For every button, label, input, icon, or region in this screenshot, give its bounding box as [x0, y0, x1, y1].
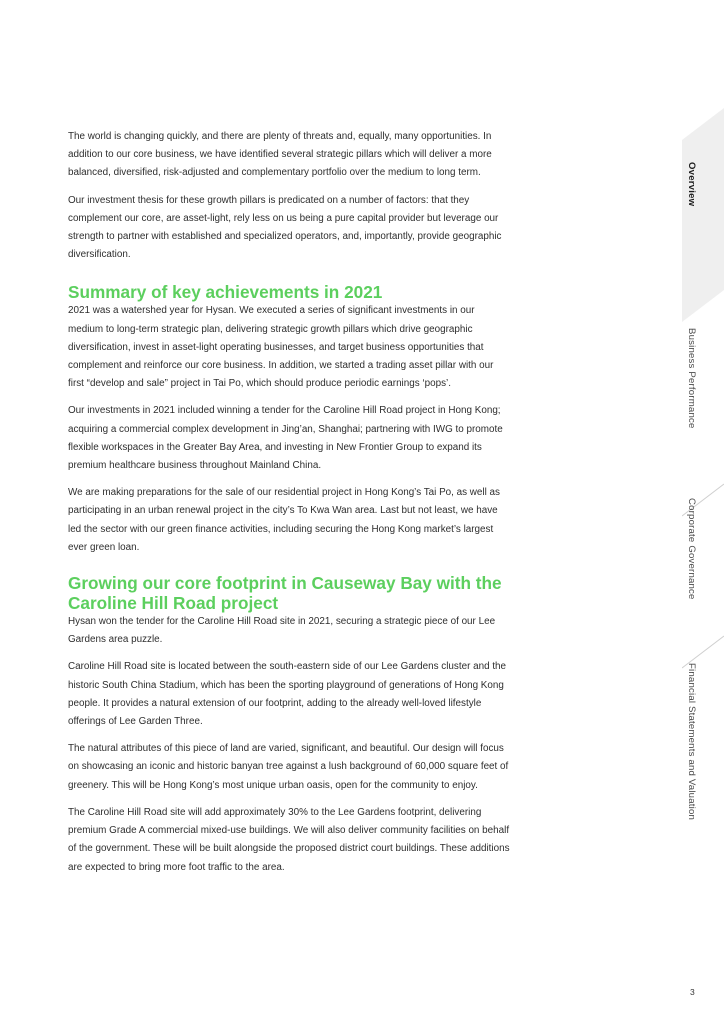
intro-paragraph-1: The world is changing quickly, and there are plenty of threats and, equally, many opportunities. In addition to our core business, we have identified several strategic pillars which will deliver a more balanced, diversified, risk-adjusted and complementary portfolio over the medium to long term.: [68, 131, 492, 179]
nav-tab-financial-statements[interactable]: Financial Statements and Valuation: [686, 663, 697, 821]
caroline-paragraph-1: Hysan won the tender for the Caroline Hill Road site in 2021, securing a strategic piece of our Lee Gardens area puzzle.: [68, 616, 496, 646]
caroline-paragraph-4: The Caroline Hill Road site will add approximately 30% to the Lee Gardens footprint, delivering premium Grade A commercial mixed-use buildings. We will also deliver community facilities on behalf of the government. These will be built alongside the proposed district court buildings. These additions are expected to bring more foot traffic to the area.: [68, 806, 510, 873]
achievements-paragraph-3: We are making preparations for the sale of our residential project in Hong Kong’s Tai Po, as well as participating in an urban renewal project in the city’s To Kwa Wan area. Last but not least, we have led the sector with our green finance activities, including securing the Hong Kong market’s largest ever green loan.: [68, 487, 500, 553]
caroline-paragraph-3: The natural attributes of this piece of land are varied, significant, and beautiful. Our design will focus on showcasing an iconic and historic banyan tree against a lush background of 60,000 square feet of greenery. This will be Hong Kong’s most unique urban oasis, open for the community to enjoy.: [68, 743, 509, 791]
nav-tab-business-performance[interactable]: Business Performance: [686, 328, 697, 429]
overview-tab-shape: [682, 108, 724, 322]
nav-tab-overview[interactable]: Overview: [686, 162, 697, 207]
caroline-paragraph-2: Caroline Hill Road site is located between the south-eastern side of our Lee Gardens cluster and the historic South China Stadium, which has been the sporting playground of generations of Hong Kong people. It provides a natural extension of our footprint, adding to the already well-loved lifestyle offerings of Lee Garden Three.: [68, 661, 507, 728]
nav-tab-corporate-governance[interactable]: Corporate Governance: [686, 498, 697, 600]
section-heading-caroline-hill: Growing our core footprint in Causeway Bay with the Caroline Hill Road project: [68, 573, 502, 614]
main-content: [68, 128, 512, 886]
achievements-paragraph-2: Our investments in 2021 included winning a tender for the Caroline Hill Road project in Hong Kong; acquiring a commercial complex development in Jing’an, Shanghai; partnering with IWG to promote flexible workspaces in the Greater Bay Area, and investing in New Frontier Group to expand its premium healthcare business throughout Mainland China.: [68, 405, 503, 472]
side-navigation: [682, 0, 724, 1024]
section-heading-achievements: Summary of key achievements in 2021: [68, 282, 383, 303]
achievements-paragraph-1: 2021 was a watershed year for Hysan. We executed a series of significant investments in our medium to long-term strategic plan, delivering strategic growth pillars which drive geographic diversification, invest in asset-light operating businesses, and target business opportunities that complement and reinforce our core business. In addition, we started a trading asset pillar with our first “develop and sale” project in Tai Po, which should produce periodic earnings ‘pops’.: [68, 305, 494, 390]
page-number: 3: [690, 987, 695, 997]
intro-paragraph-2: Our investment thesis for these growth pillars is predicated on a number of factors: that they complement our core, are asset-light, rely less on us being a pure capital provider but leverage our strength to partner with established and specialized operators, and, importantly, provide geographic diversification.: [68, 194, 502, 261]
